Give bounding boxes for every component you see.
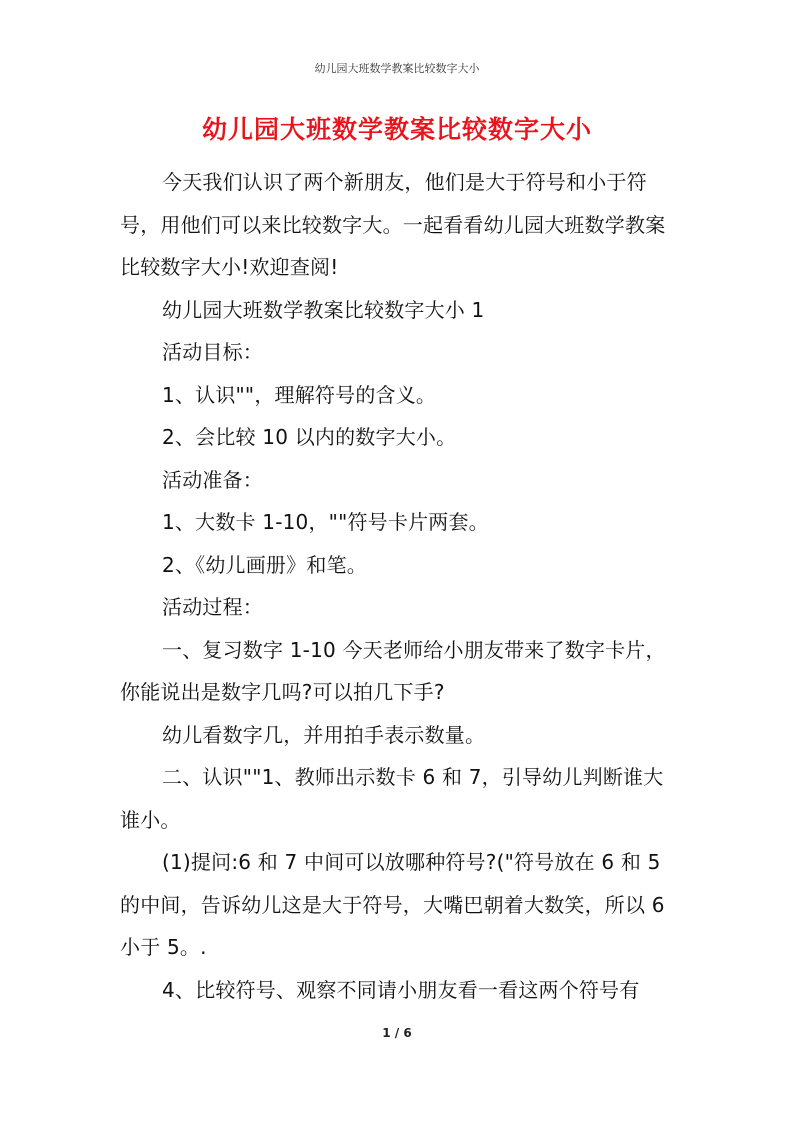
- process-heading: 活动过程：: [162, 595, 263, 619]
- preparation-item-1: 1、大数卡 1-10，""符号卡片两套。: [162, 510, 489, 534]
- process-step-2-question: (1)提问:6 和 7 中间可以放哪种符号?("符号放在 6 和 5 的中间，告诉幼儿这是大于符号，大嘴巴朝着大数笑，所以 6 小于 5。.: [120, 850, 665, 959]
- document-body: [120, 161, 682, 1011]
- page-number: 1 / 6: [382, 1026, 412, 1040]
- preparation-heading: 活动准备：: [162, 467, 263, 492]
- goals-heading: 活动目标：: [162, 340, 263, 364]
- intro-paragraph: 今天我们认识了两个新朋友，他们是大于符号和小于符号，用他们可以来比较数字大。一起看看幼儿园大班数学教案比较数字大小!欢迎查阅!: [120, 170, 666, 279]
- process-step-2: 二、认识""1、教师出示数卡 6 和 7，引导幼儿判断谁大谁小。: [120, 765, 664, 832]
- preparation-item-2: 2、《幼儿画册》和笔。: [162, 552, 367, 577]
- section-heading: 幼儿园大班数学教案比较数字大小 1: [162, 297, 485, 322]
- document-title: 幼儿园大班数学教案比较数字大小: [201, 115, 592, 144]
- process-step-1-detail: 幼儿看数字几，并用拍手表示数量。: [162, 722, 486, 747]
- running-header: 幼儿园大班数学教案比较数字大小: [314, 62, 480, 75]
- process-step-4: 4、比较符号、观察不同请小朋友看一看这两个符号有: [162, 977, 640, 1002]
- goal-item-1: 1、认识""，理解符号的含义。: [162, 382, 437, 407]
- goal-item-2: 2、会比较 10 以内的数字大小。: [162, 425, 457, 449]
- process-step-1: 一、复习数字 1-10 今天老师给小朋友带来了数字卡片，你能说出是数字几吗?可以拍几下手?: [120, 637, 666, 704]
